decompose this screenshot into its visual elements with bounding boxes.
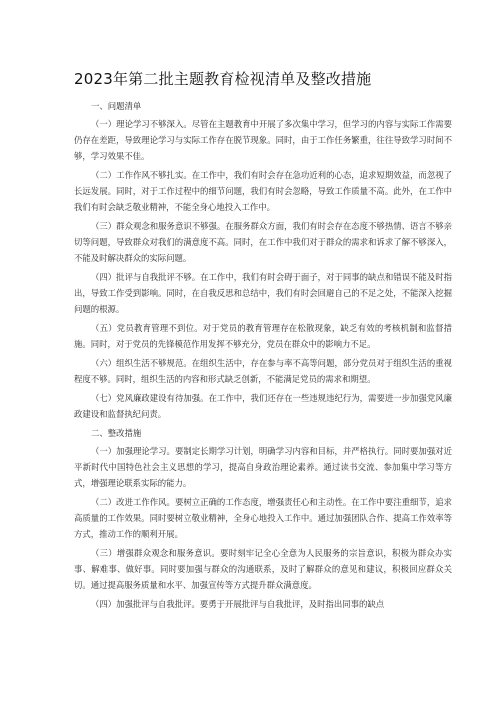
problem-item-3: （三）群众观念和服务意识不够强。在服务群众方面，我们有时会存在态度不够热情、语言不够亲切等问题，导致群众对我们的满意度不高。同时，在工作中我们对于群众的需求和诉求了解不够深入，不能及时解决群众的实际问题。	[74, 221, 452, 263]
problem-item-5: （五）党员教育管理不到位。对于党员的教育管理存在松散现象，缺乏有效的考核机制和监督措施。同时，对于党员的先锋模范作用发挥不够充分，党员在群众中的影响力不足。	[74, 323, 452, 349]
problem-item-7: （七）党风廉政建设有待加强。在工作中，我们还存在一些违规违纪行为，需要进一步加强党风廉政建设和监督执纪问责。	[74, 393, 452, 419]
problem-item-1: （一）理论学习不够深入。尽管在主题教育中开展了多次集中学习，但学习的内容与实际工作需要仍存在差距，导致理论学习与实际工作存在脱节现象。同时，由于工作任务繁重，往往导致学习时间不够，学习效果不佳。	[74, 119, 452, 161]
problem-item-4: （四）批评与自我批评不够。在工作中，我们有时会碍于面子，对于同事的缺点和错误不能及时指出，导致工作受到影响。同时，在自我反思和总结中，我们有时会回避自己的不足之处，不能深入挖掘问题的根源。	[74, 272, 452, 314]
section-heading-measures: 二、整改措施	[91, 428, 142, 438]
measure-item-2: （二）改进工作作风。要树立正确的工作态度，增强责任心和主动性。在工作中要注重细节，追求高质量的工作效果。同时要树立敬业精神，全身心地投入工作中。通过加强团队合作、提高工作效率等方式，推动工作的顺利开展。	[74, 497, 452, 539]
measure-item-1: （一）加强理论学习。要制定长期学习计划，明确学习内容和目标，并严格执行。同时要加强对近平新时代中国特色社会主义思想的学习，提高自身政治理论素养。通过读书交流、参加集中学习等方式，增强理论联系实际的能力。	[74, 446, 452, 488]
problem-item-2: （二）工作作风不够扎实。在工作中，我们有时会存在急功近利的心态，追求短期效益，而忽视了长远发展。同时，对于工作过程中的细节问题，我们有时会忽略，导致工作质量不高。此外，在工作中我们有时会缺乏敬业精神，不能全身心地投入工作中。	[74, 170, 452, 212]
problem-item-6: （六）组织生活不够规范。在组织生活中，存在参与率不高等问题，部分党员对于组织生活的重视程度不够。同时，组织生活的内容和形式缺乏创新，不能满足党员的需求和期望。	[74, 358, 452, 384]
section-heading-problems: 一、问题清单	[91, 101, 142, 111]
document-title: 2023年第二批主题教育检视清单及整改措施	[74, 70, 372, 88]
measure-item-4: （四）加强批评与自我批评。要勇于开展批评与自我批评，及时指出同事的缺点	[91, 599, 385, 609]
measure-item-3: （三）增强群众观念和服务意识。要时刻牢记全心全意为人民服务的宗旨意识，积极为群众办实事、解难事、做好事。同时要加强与群众的沟通联系，及时了解群众的意见和建议，积极回应群众关切。通过提高服务质量和水平、加强宣传等方式提升群众满意度。	[74, 548, 452, 590]
